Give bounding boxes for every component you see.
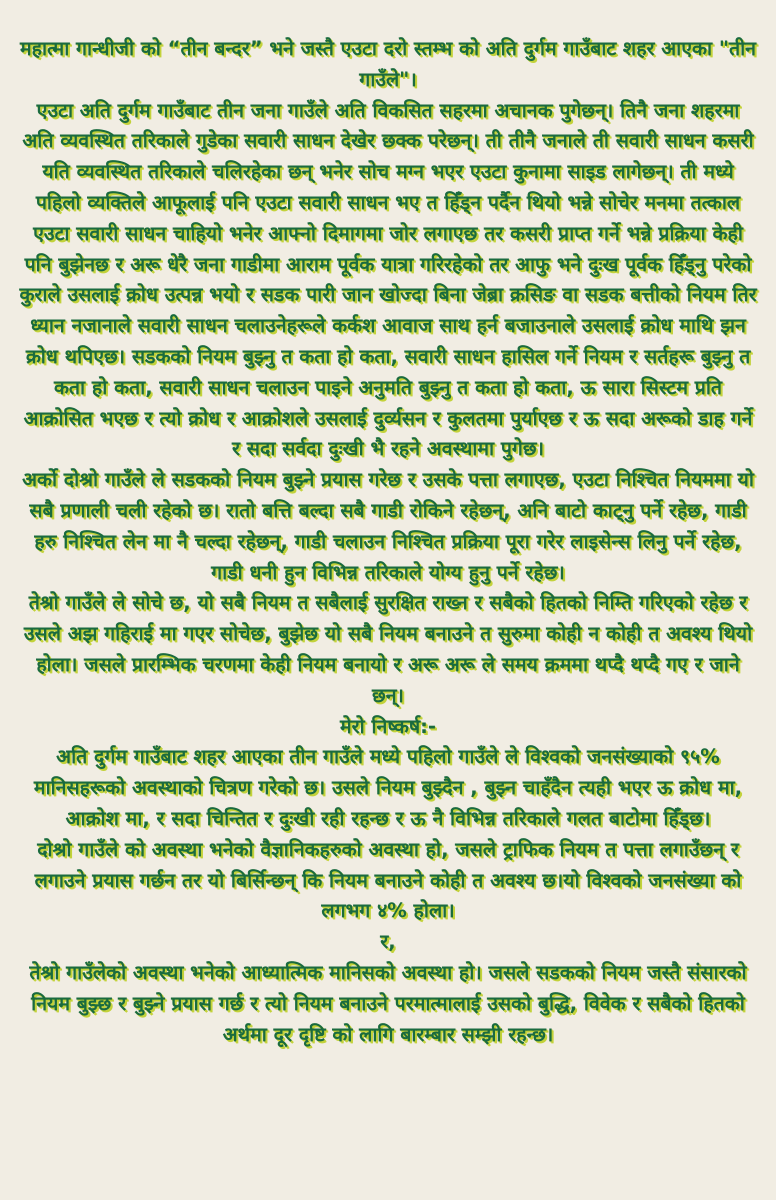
conclusion-second-paragraph: दोश्रो गाउँले को अवस्था भनेको वैज्ञानिकहरुको अवस्था हो, जसले ट्राफिक नियम त पत्ता लगाउँछन् र लगाउने प्रयास गर्छन तर यो बिर्सिन्छन् कि नियम बनाउने कोही त अवश्य छ।यो विश्वको जनसंख्या को लगभग ४% होला।: [34, 837, 742, 923]
conclusion-heading: मेरो निष्कर्ष:-: [340, 714, 436, 738]
article-text: [18, 34, 758, 1050]
conclusion-first-paragraph: अति दुर्गम गाउँबाट शहर आएका तीन गाउँले मध्ये पहिलो गाउँले ले विश्वको जनसंख्याको ९५% मानिसहरूको अवस्थाको चित्रण गरेको छ। उसले नियम बुझ्दैन , बुझ्न चाहँदैन त्यही भएर ऊ क्रोध मा, आक्रोश मा, र सदा चिन्तित र दुःखी रही रहन्छ र ऊ नै विभिन्न तरिकाले गलत बाटोमा हिँड्छ।: [33, 745, 743, 830]
second-villager-paragraph: अर्को दोश्रो गाउँले ले सडकको नियम बुझ्ने प्रयास गरेछ र उसके पत्ता लगाएछ, एउटा निश्चित नियममा यो सबै प्रणाली चली रहेको छ। रातो बत्ति बल्दा सबै गाडी रोकिने रहेछन्, अनि बाटो काट्नु पर्ने रहेछ, गाडी हरु निश्चित लेन मा नै चल्दा रहेछन्, गाडी चलाउन निश्चित प्रक्रिया पूरा गरेर लाइसेन्स लिनु पर्ने रहेछ, गाडी धनी हुन विभिन्न तरिकाले योग्य हुनु पर्ने रहेछ।: [22, 468, 754, 584]
conjunction-line: र,: [380, 930, 396, 954]
first-villager-paragraph: एउटा अति दुर्गम गाउँबाट तीन जना गाउँले अति विकसित सहरमा अचानक पुगेछन्। तिनै जना शहरमा अति व्यवस्थित तरिकाले गुडेका सवारी साधन देखेर छक्क परेछन्। ती तीनै जनाले ती सवारी साधन कसरी यति व्यवस्थित तरिकाले चलिरहेका छन् भनेर सोच मग्न भएर एउटा कुनामा साइड लागेछन्। ती मध्ये पहिलो व्यक्तिले आफूलाई पनि एउटा सवारी साधन भए त हिँड्न पर्दैन थियो भन्ने सोचेर मनमा तत्काल एउटा सवारी साधन चाहियो भनेर आफ्नो दिमागमा जोर लगाएछ तर कसरी प्राप्त गर्ने भन्ने प्रक्रिया केही पनि बुझेनछ र अरू धेरै जना गाडीमा आराम पूर्वक यात्रा गरिरहेको तर आफु भने दुःख पूर्वक हिँड्नु परेको कुराले उसलाई क्रोध उत्पन्न भयो र सडक पारी जान खोज्दा बिना जेब्रा क्रसिङ वा सडक बत्तीको नियम तिर ध्यान नजानाले सवारी साधन चलाउनेहरूले कर्कश आवाज साथ हर्न बजाउनाले उसलाई क्रोध माथि झन क्रोध थपिएछ। सडकको नियम बुझ्नु त कता हो कता, सवारी साधन हासिल गर्ने नियम र सर्तहरू बुझ्नु त कता हो कता, सवारी साधन चलाउन पाइने अनुमति बुझ्नु त कता हो कता, ऊ सारा सिस्टम प्रति आक्रोसित भएछ र त्यो क्रोध र आक्रोशले उसलाई दुर्व्यसन र कुलतमा पुर्याएछ र ऊ सदा अरूको डाह गर्ने र सदा सर्वदा दुःखी भै रहने अवस्थामा पुगेछ।: [19, 98, 757, 461]
title-paragraph: महात्मा गान्धीजी को “तीन बन्दर” भने जस्तै एउटा दरो स्तम्भ को अति दुर्गम गाउँबाट शहर आएका "तीन गाउँले"।: [20, 37, 756, 91]
conclusion-third-paragraph: तेश्रो गाउँलेको अवस्था भनेको आध्यात्मिक मानिसको अवस्था हो। जसले सडकको नियम जस्तै संसारको नियम बुझ्छ र बुझ्ने प्रयास गर्छ र त्यो नियम बनाउने परमात्मालाई उसको बुद्धि, विवेक र सबैको हितको अर्थमा दूर दृष्टि को लागि बारम्बार सम्झी रहन्छ।: [29, 960, 747, 1046]
third-villager-paragraph: तेश्रो गाउँले ले सोचे छ, यो सबै नियम त सबैलाई सुरक्षित राख्न र सबैको हितको निम्ति गरिएको रहेछ र उसले अझ गहिराई मा गएर सोचेछ, बुझेछ यो सबै नियम बनाउने त सुरुमा कोही न कोही त अवश्य थियो होला। जसले प्रारम्भिक चरणमा केही नियम बनायो र अरू अरू ले समय क्रममा थप्दै थप्दै गए र जाने छन्।: [23, 591, 753, 707]
